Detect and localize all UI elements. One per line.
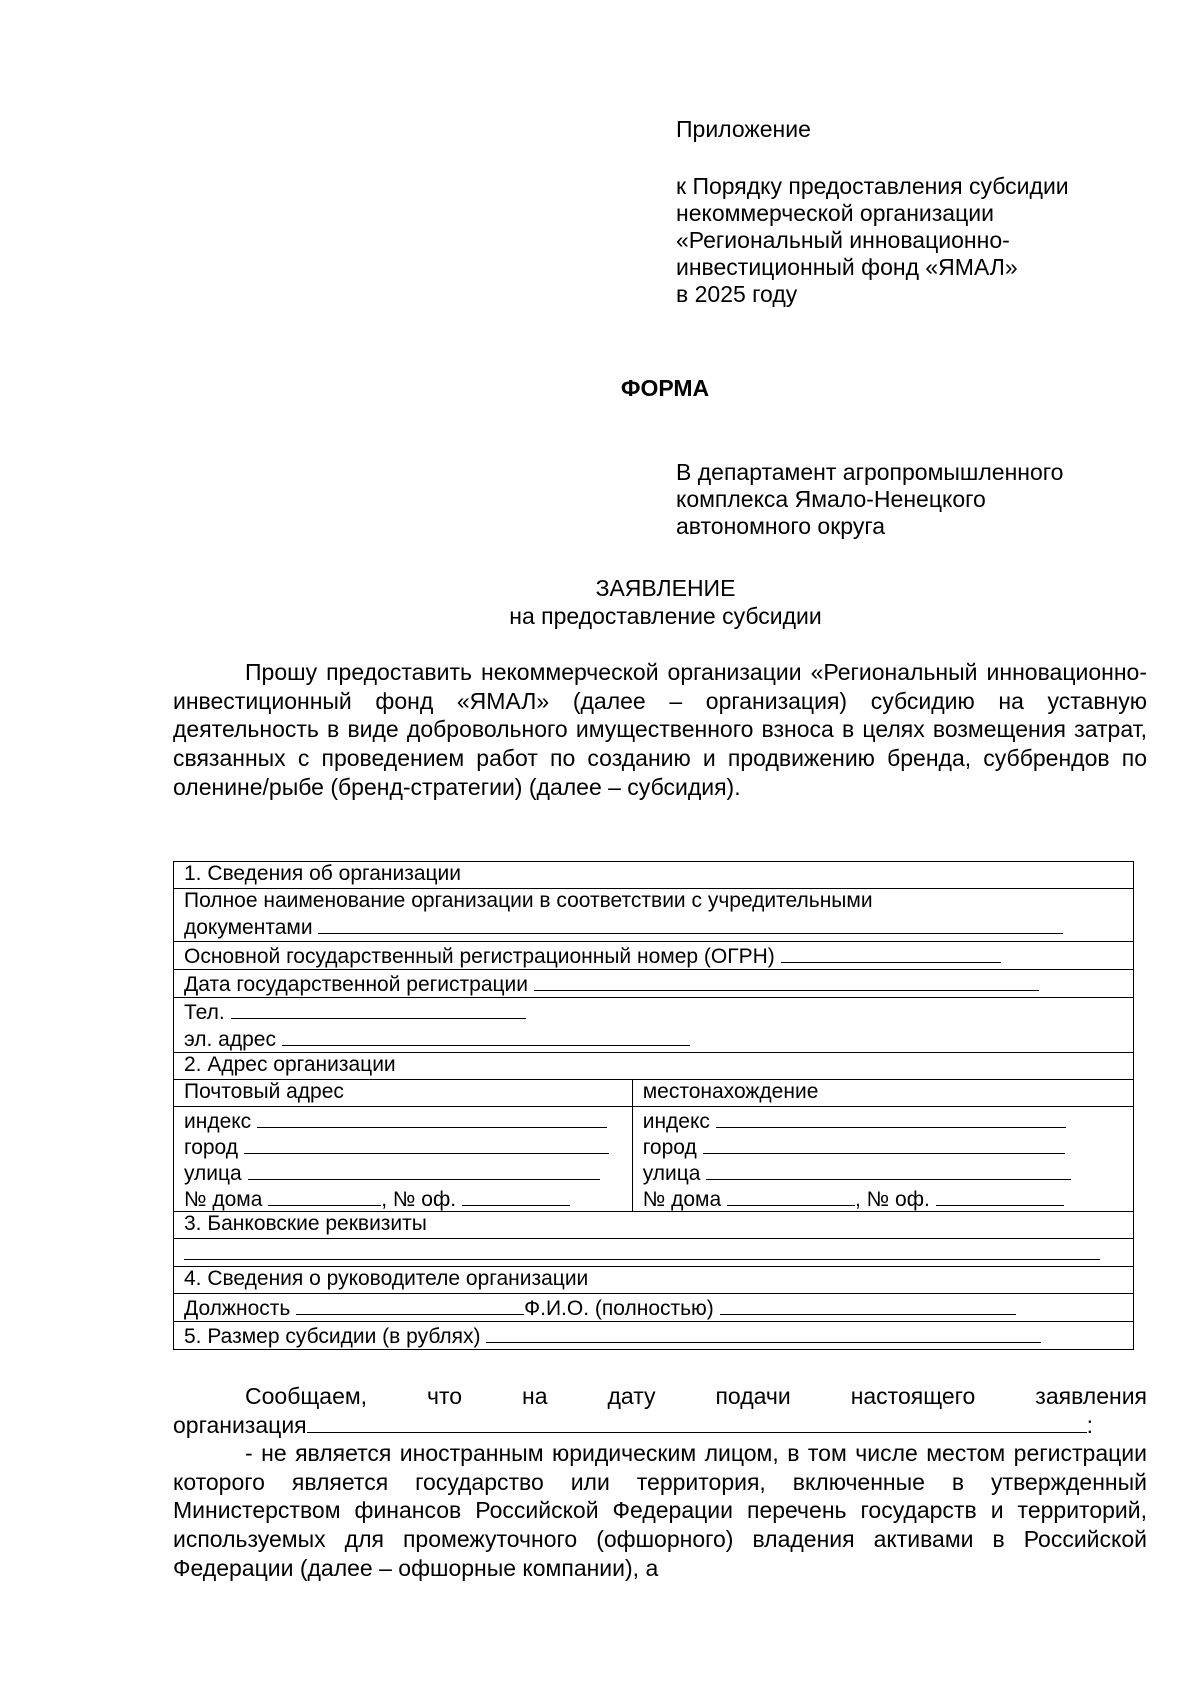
postal-house-label: № дома [184, 1188, 263, 1211]
email-field[interactable] [282, 1025, 690, 1046]
organization-name-field[interactable] [307, 1412, 1087, 1433]
notice-word: настоящего [850, 1383, 976, 1409]
statement-subtitle: на предоставление субсидии [509, 603, 822, 629]
postal-city-label: город [184, 1136, 239, 1159]
location-city-label: город [642, 1136, 697, 1159]
section-2-title: 2. Адрес организации [174, 1053, 1134, 1080]
location-header: местонахождение [632, 1080, 1133, 1107]
notice-word: что [427, 1383, 463, 1409]
addressee-block [676, 459, 1063, 540]
reg-date-label: Дата государственной регистрации [184, 973, 528, 996]
phone-field[interactable] [231, 998, 526, 1019]
notice-paragraph [173, 1382, 1147, 1439]
location-street-field[interactable] [706, 1159, 1071, 1180]
full-name-label-cont: документами [184, 916, 313, 939]
postal-city-field[interactable] [244, 1133, 609, 1154]
location-house-field[interactable] [727, 1185, 855, 1206]
reg-date-row [174, 970, 1134, 998]
notice-word: Сообщаем, [245, 1383, 368, 1409]
notice-line-2 [173, 1411, 1147, 1440]
position-field[interactable] [296, 1294, 524, 1315]
section-4-title: 4. Сведения о руководителе организации [174, 1267, 1134, 1294]
notice-word: подачи [715, 1383, 791, 1409]
notice-word: дату [607, 1383, 656, 1409]
appendix-line: «Региональный инновационно- [676, 227, 1010, 253]
appendix-line: инвестиционный фонд «ЯМАЛ» [676, 254, 1018, 280]
appendix-line: в 2025 году [676, 281, 798, 307]
head-row [174, 1294, 1134, 1322]
location-index-label: индекс [642, 1110, 710, 1133]
addressee-line: В департамент агропромышленного [676, 459, 1064, 485]
appendix-reference [676, 173, 1069, 308]
statement-heading [173, 574, 1158, 630]
addressee-line: комплекса Ямало-Ненецкого [676, 486, 986, 512]
notice-word: заявления [1035, 1383, 1147, 1409]
forma-label: ФОРМА [620, 375, 710, 401]
location-cell [632, 1107, 1133, 1212]
postal-office-label: , № оф. [381, 1188, 457, 1211]
postal-street-field[interactable] [248, 1159, 600, 1180]
full-name-label: Полное наименование организации в соответствии с учредительными [184, 889, 873, 912]
contacts-row [174, 998, 1134, 1053]
postal-index-field[interactable] [257, 1107, 607, 1128]
appendix-title: Приложение [676, 116, 811, 142]
addressee-line: автономного округа [676, 513, 885, 539]
postal-street-label: улица [184, 1162, 242, 1185]
postal-house-field[interactable] [268, 1185, 381, 1206]
postal-address-cell [174, 1107, 633, 1212]
position-label: Должность [184, 1297, 291, 1320]
organization-label: организация [173, 1411, 307, 1438]
bank-details-row [174, 1239, 1134, 1267]
fio-label: Ф.И.О. (полностью) [524, 1297, 714, 1320]
location-house-label: № дома [642, 1188, 722, 1211]
location-street-label: улица [642, 1162, 701, 1185]
ogrn-label: Основной государственный регистрационный номер (ОГРН) [184, 945, 775, 968]
notice-word: на [522, 1383, 548, 1409]
full-name-row [174, 889, 1134, 942]
full-name-field[interactable] [318, 913, 1063, 934]
location-index-field[interactable] [716, 1107, 1066, 1128]
ogrn-row [174, 942, 1134, 970]
phone-label: Тел. [184, 1001, 225, 1024]
fio-field[interactable] [720, 1294, 1016, 1315]
subsidy-amount-field[interactable] [486, 1322, 1041, 1343]
appendix-line: некоммерческой организации [676, 200, 994, 226]
location-city-field[interactable] [703, 1133, 1065, 1154]
application-form-table [173, 861, 1134, 1350]
postal-office-field[interactable] [462, 1185, 570, 1206]
appendix-line: к Порядку предоставления субсидии [676, 173, 1069, 199]
notice-line-1 [173, 1382, 1147, 1411]
section-3-title: 3. Банковские реквизиты [174, 1212, 1134, 1239]
reg-date-field[interactable] [534, 970, 1039, 991]
notice-colon: : [1086, 1411, 1094, 1438]
bullet-paragraph: - не является иностранным юридическим лицом, в том числе местом регистрации которого является государство или территория, включенные в утвержденный Министерством финансов Российской Федерации перечень государств и территорий, используемых для промежуточного (офшорного) владения активами в Российской Федерации (далее – офшорные компании), а [173, 1440, 1147, 1581]
section-5-title: 5. Размер субсидии (в рублях) [184, 1325, 481, 1348]
postal-address-header: Почтовый адрес [174, 1080, 633, 1107]
location-office-field[interactable] [936, 1185, 1064, 1206]
ogrn-field[interactable] [781, 942, 1001, 963]
email-label: эл. адрес [184, 1028, 276, 1051]
postal-index-label: индекс [184, 1110, 252, 1133]
intro-paragraph: Прошу предоставить некоммерческой организации «Региональный инновационно-инвестиционный фонд «ЯМАЛ» (далее – организация) субсидию на уставную деятельность в виде добровольного имущественного взноса в целях возмещения затрат, связанных с проведением работ по созданию и продвижению бренда, суббрендов по оленине/рыбе (бренд-стратегии) (далее – субсидия). [173, 659, 1147, 800]
bank-details-field[interactable] [184, 1239, 1100, 1260]
section-5-row [174, 1322, 1134, 1350]
section-1-title: 1. Сведения об организации [174, 862, 1134, 889]
statement-title: ЗАЯВЛЕНИЕ [595, 575, 736, 601]
location-office-label: , № оф. [854, 1188, 930, 1211]
